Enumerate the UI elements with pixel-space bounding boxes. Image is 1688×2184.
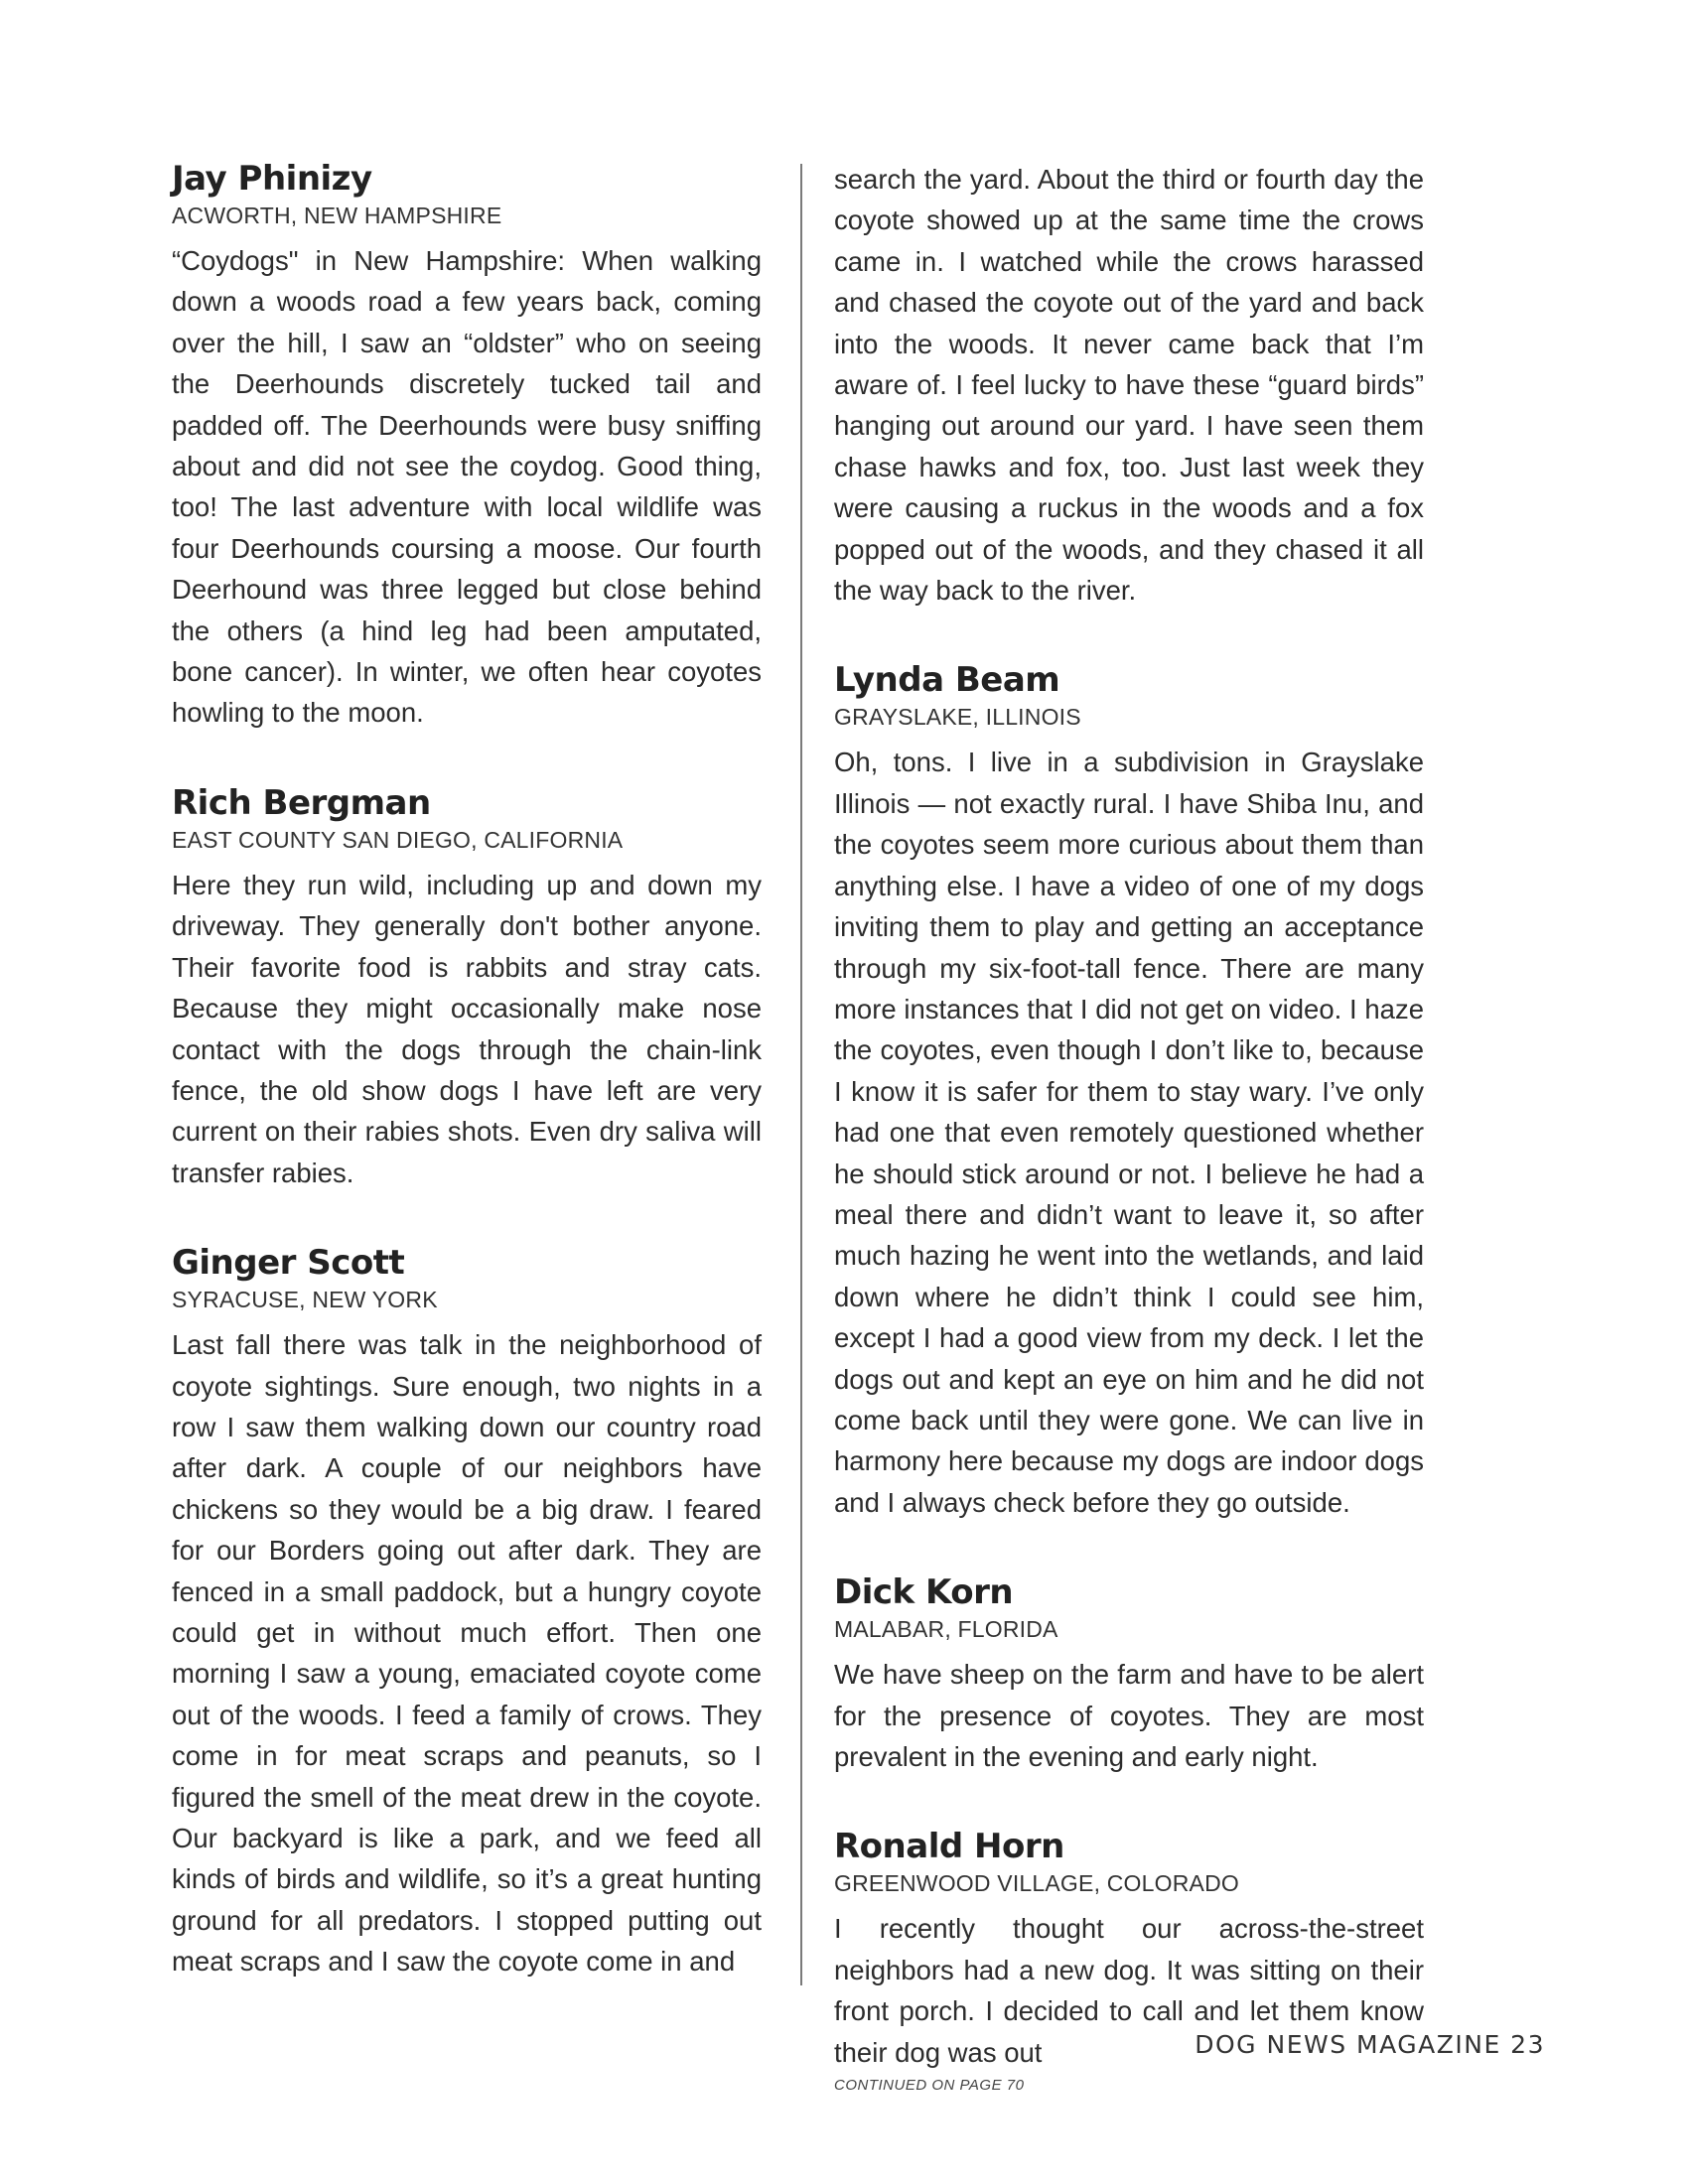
contributor-text: Last fall there was talk in the neighborhood of coyote sightings. Sure enough, two nights in a row I saw them walking down our country road after dark. A couple of our neighbors have chickens so they would be a big draw. I feared for our Borders going out after dark. They are fenced in a small paddock, but a hungry coyote could get in without much effort. Then one morning I saw a young, emaciated coyote come out of the woods. I feed a family of crows. They come in for meat scraps and peanuts, so I figured the smell of the meat drew in the coyote. Our backyard is like a park, and we feed all kinds of birds and wildlife, so it’s a great hunting ground for all predators. I stopped putting out meat scraps and I saw the coyote come in and: [172, 1329, 762, 1978]
continued-on-note: CONTINUED ON PAGE 70: [834, 2077, 1025, 2095]
contributor-name: Jay Phinizy: [172, 159, 372, 199]
contributor-location: EAST COUNTY SAN DIEGO, CALIFORNIA: [172, 826, 624, 853]
contributor-text: I recently thought our across-the-street neighbors had a new dog. It was sitting on their front porch. I decided to call and let them know their dog was out: [834, 1913, 1424, 2068]
entry-dick-korn: [834, 1572, 1424, 1777]
entry-jay-phinizy: [172, 159, 762, 734]
contributor-name: Ginger Scott: [172, 1243, 405, 1284]
page-footer: DOG NEWS MAGAZINE 23: [1195, 2030, 1545, 2059]
contributor-location: ACWORTH, NEW HAMPSHIRE: [172, 203, 502, 228]
contributor-name: Ronald Horn: [834, 1827, 1064, 1867]
contributor-text: We have sheep on the farm and have to be alert for the presence of coyotes. They are most prevalent in the evening and early night.: [834, 1659, 1424, 1772]
contributor-name: Lynda Beam: [834, 660, 1060, 701]
right-column: [834, 159, 1424, 2097]
contributor-name: Dick Korn: [834, 1572, 1014, 1613]
entry-lynda-beam: [834, 660, 1424, 1523]
contributor-location: MALABAR, FLORIDA: [834, 1616, 1058, 1643]
contributor-text: “Coydogs" in New Hampshire: When walking down a woods road a few years back, coming over the hill, I saw an “oldster” who on seeing the Deerhounds discretely tucked tail and padded off. The Deerhounds were busy sniffing about and did not see the coydog. Good thing, too! The last adventure with local wildlife was four Deerhounds coursing a moose. Our fourth Deerhound was three legged but close behind the others (a hind leg had been amputated, bone cancer). In winter, we often hear coyotes howling to the moon.: [172, 245, 762, 729]
column-divider: [800, 164, 802, 1985]
contributor-name: Rich Bergman: [172, 782, 431, 823]
contributor-location: GRAYSLAKE, ILLINOIS: [834, 704, 1081, 731]
contributor-text: Oh, tons. I live in a subdivision in Grayslake Illinois — not exactly rural. I have Shiba Inu, and the coyotes seem more curious about them than anything else. I have a video of one of my dogs inviting them to play and getting an acceptance through my six-foot-tall fence. There are many more instances that I did not get on video. I haze the coyotes, even though I don’t like to, because I know it is safer for them to stay wary. I’ve only had one that even remotely questioned whether he should stick around or not. I believe he had a meal there and didn’t want to leave it, so after much hazing he went into the wetlands, and laid down where he didn’t think I could see him, except I had a good view from my deck. I let the dogs out and kept an eye on him and he did not come back until they were gone. We can live in harmony here because my dogs are indoor dogs and I always check before they go outside.: [834, 747, 1424, 1518]
entry-continuation: [834, 159, 1424, 611]
contributor-location: GREENWOOD VILLAGE, COLORADO: [834, 1870, 1239, 1897]
entry-ginger-scott: [172, 1243, 762, 1982]
contributor-text: Here they run wild, including up and down my driveway. They generally don't bother anyone. Their favorite food is rabbits and stray cats. Because they might occasionally make nose contact with the dogs through the chain-link fence, the old show dogs I have left are very current on their rabies shots. Even dry saliva will transfer rabies.: [172, 869, 762, 1188]
contributor-location: SYRACUSE, NEW YORK: [172, 1287, 438, 1313]
continued-text: search the yard. About the third or fourth day the coyote showed up at the same time the crows came in. I watched while the crows harassed and chased the coyote out of the yard and back into the woods. It never came back that I’m aware of. I feel lucky to have these “guard birds” hanging out around our yard. I have seen them chase hawks and fox, too. Just last week they were causing a ruckus in the woods and a fox popped out of the woods, and they chased it all the way back to the river.: [834, 164, 1424, 607]
entry-rich-bergman: [172, 783, 762, 1193]
left-column: [172, 159, 762, 2032]
